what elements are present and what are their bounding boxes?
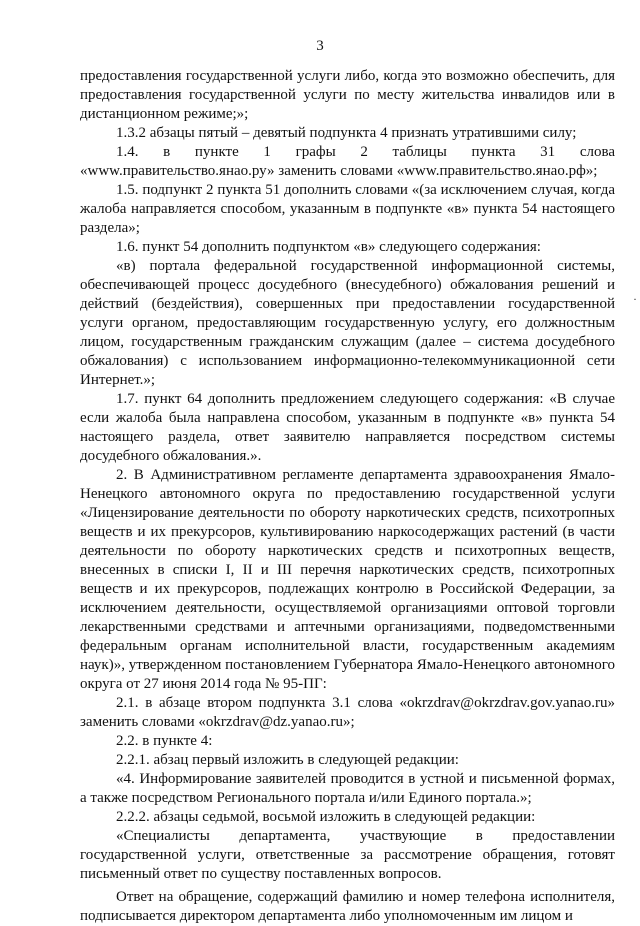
para-1-6: 1.6. пункт 54 дополнить подпунктом «в» следующего содержания: xyxy=(116,239,541,255)
para-continuation: предоставления государственной услуги либо, когда это возможно обеспечить, для предоставления государственной услуги по месту жительства инвалидов или в дистанционном режиме;»; xyxy=(80,68,615,122)
para-2: 2. В Административном регламенте департамента здравоохранения Ямало-Ненецкого автономного округа по предоставлению государственной услуги «Лицензирование деятельности по обороту наркотических средств, психотропных веществ и их прекурсоров, культивированию наркосодержащих растений (в части деятельности по обороту наркотических средств и психотропных веществ, внесенных в списки I, II и III перечня наркотических средств, психотропных веществ и их прекурсоров, подлежащих контролю в Российской Федерации, за исключением деятельности, осуществляемой организациями оптовой торговли лекарственными средствами и аптечными организациями, подведомственными федеральным органам исполнительной власти, государственным академиям наук)», утвержденном постановлением Губернатора Ямало-Ненецкого автономного округа от 27 июня 2014 года № 95-ПГ: xyxy=(80,467,615,692)
para-2-2-1: 2.2.1. абзац первый изложить в следующей редакции: xyxy=(116,752,459,768)
para-2-1: 2.1. в абзаце втором подпункта 3.1 слова «okrzdrav@okrzdrav.gov.yanao.ru» заменить словами «okrzdrav@dz.yanao.ru»; xyxy=(80,695,615,730)
para-1-3-2: 1.3.2 абзацы пятый – девятый подпункта 4 признать утратившими силу; xyxy=(116,125,577,141)
para-1-6-quote: «в) портала федеральной государственной информационной системы, обеспечивающей процесс досудебного (внесудебного) обжалования решений и действий (бездействия), совершенных при предоставлении государственной услуги органом, предоставляющим государственную услугу, его должностным лицом, государственным гражданским служащим (далее – система досудебного обжалования) с использованием информационно-телекоммуникационной сети Интернет.»; xyxy=(80,258,615,388)
page-number: 3 xyxy=(316,38,324,54)
document-body xyxy=(80,67,615,926)
para-1-5: 1.5. подпункт 2 пункта 51 дополнить словами «(за исключением случая, когда жалоба направляется способом, указанным в подпункте «в» пункта 54 настоящего раздела»; xyxy=(80,182,615,236)
para-2-2-2-quote: «Специалисты департамента, участвующие в предоставлении государственной услуги, ответственные за рассмотрение обращения, готовят письменный ответ по существу поставленных вопросов. xyxy=(80,828,615,882)
para-2-2-1-quote: «4. Информирование заявителей проводится в устной и письменной формах, а также посредством Регионального портала и/или Единого портала.»; xyxy=(80,771,615,806)
para-2-2-2: 2.2.2. абзацы седьмой, восьмой изложить в следующей редакции: xyxy=(116,809,536,825)
margin-mark: · xyxy=(633,292,637,306)
para-1-4: 1.4. в пункте 1 графы 2 таблицы пункта 31 слова «www.правительство.янао.ру» заменить словами «www.правительство.янао.рф»; xyxy=(80,144,615,179)
para-2-2: 2.2. в пункте 4: xyxy=(116,733,213,749)
para-answer: Ответ на обращение, содержащий фамилию и номер телефона исполнителя, подписывается директором департамента либо уполномоченным им лицом и xyxy=(80,889,615,924)
para-1-7: 1.7. пункт 64 дополнить предложением следующего содержания: «В случае если жалоба была направлена способом, указанным в подпункте «в» пункта 54 настоящего раздела, ответ заявителю направляется посредством системы досудебного обжалования.». xyxy=(80,391,615,464)
